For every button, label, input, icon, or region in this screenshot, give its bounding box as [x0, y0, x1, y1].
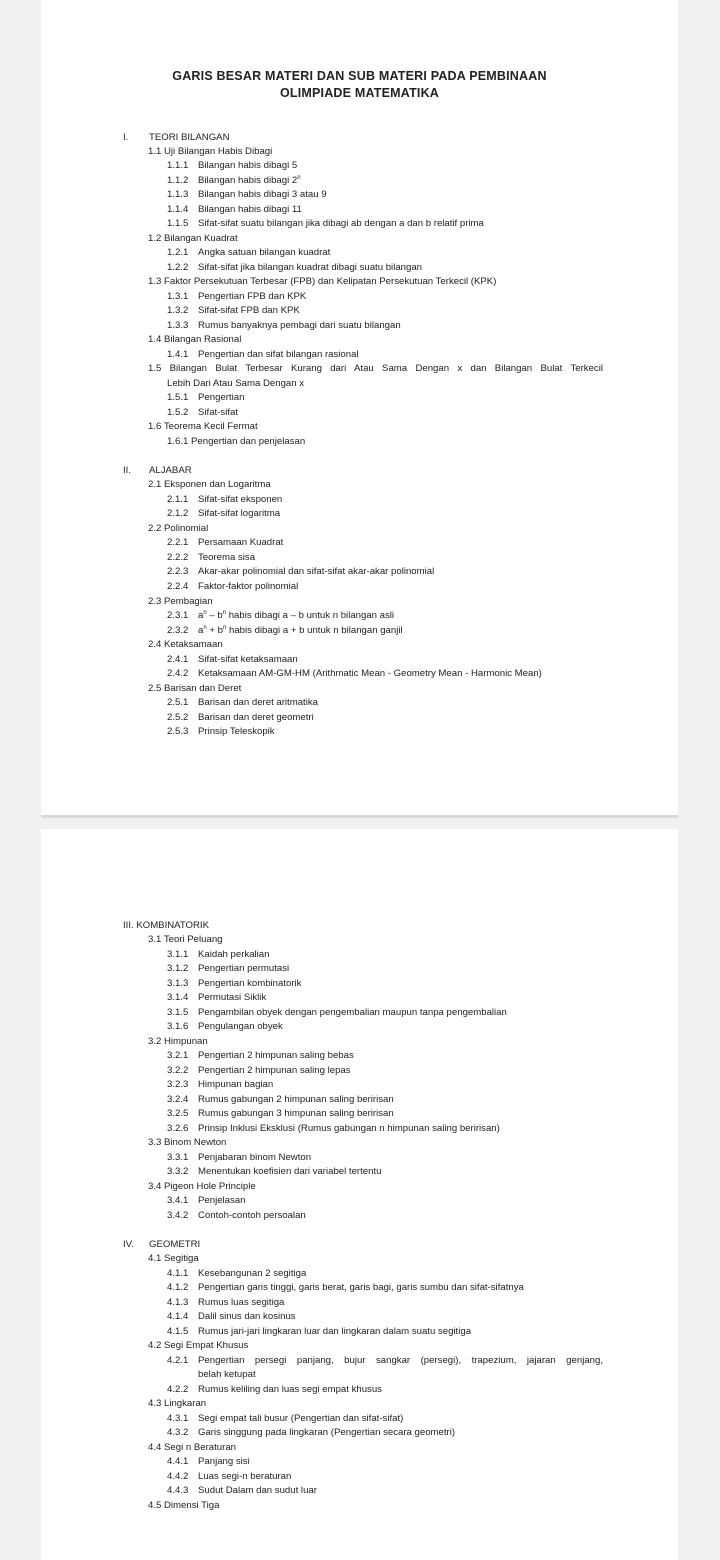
section-4-1: 4.1 Segitiga: [148, 1253, 199, 1264]
item-4-4-2: 4.4.2 Luas segi-n beraturan: [167, 1471, 292, 1482]
item-2-4-2: 2.4.2 Ketaksamaan AM-GM-HM (Arithmatic Mean - Geometry Mean - Harmonic Mean): [167, 668, 542, 679]
chapter-2-heading: II. ALJABAR: [123, 465, 192, 476]
item-1-1-3: 1.1.3 Bilangan habis dibagi 3 atau 9: [167, 189, 327, 200]
item-2-2-3: 2.2.3 Akar-akar polinomial dan sifat-sifat akar-akar polinomial: [167, 566, 435, 577]
chapter-4-heading: IV. GEOMETRI: [123, 1239, 201, 1250]
item-4-1-5: 4.1.5 Rumus jari-jari lingkaran luar dan lingkaran dalam suatu segitiga: [167, 1326, 472, 1337]
item-3-3-2: 3.3.2 Menentukan koefisien dari variabel tertentu: [167, 1166, 382, 1177]
item-3-4-1: 3.4.1 Penjelasan: [167, 1195, 246, 1206]
item-2-3-2: 2.3.2 $a^n + b^n$ habis dibagi a + b untuk n bilangan ganjil: [167, 625, 403, 636]
item-3-1-4: 3.1.4 Permutasi Siklik: [167, 992, 267, 1003]
item-2-3-1: 2.3.1 $a^n - b^n$ habis dibagi a – b untuk n bilangan asli: [167, 610, 395, 621]
section-1-3: 1.3 Faktor Persekutuan Terbesar (FPB) dan Kelipatan Persekutuan Terkecil (KPK): [148, 276, 497, 287]
item-1-3-3: 1.3.3 Rumus banyaknya pembagi dari suatu bilangan: [167, 320, 401, 331]
item-1-1-4: 1.1.4 Bilangan habis dibagi 11: [167, 204, 302, 215]
item-4-2-1: 4.2.1 Pengertian persegi panjang, bujur sangkar (persegi), trapezium, jajaran genjang,: [167, 1355, 603, 1366]
item-4-4-3: 4.4.3 Sudut Dalam dan sudut luar: [167, 1485, 317, 1496]
document-title: [41, 68, 678, 102]
item-1-6-1: 1.6.1 Pengertian dan penjelasan: [167, 436, 306, 447]
section-3-2: 3.2 Himpunan: [148, 1036, 208, 1047]
page-separator-shadow: [41, 815, 678, 818]
item-3-2-2: 3.2.2 Pengertian 2 himpunan saling lepas: [167, 1065, 351, 1076]
item-2-4-1: 2.4.1 Sifat-sifat ketaksamaan: [167, 654, 298, 665]
item-3-3-1: 3.3.1 Penjabaran binom Newton: [167, 1152, 312, 1163]
item-1-2-1: 1.2.1 Angka satuan bilangan kuadrat: [167, 247, 331, 258]
section-4-2: 4.2 Segi Empat Khusus: [148, 1340, 249, 1351]
section-1-4: 1.4 Bilangan Rasional: [148, 334, 242, 345]
section-4-5: 4.5 Dimensi Tiga: [148, 1500, 220, 1511]
section-1-6: 1.6 Teorema Kecil Fermat: [148, 421, 258, 432]
section-4-4: 4.4 Segi n Beraturan: [148, 1442, 237, 1453]
item-2-5-2: 2.5.2 Barisan dan deret geometri: [167, 712, 314, 723]
item-2-2-2: 2.2.2 Teorema sisa: [167, 552, 256, 563]
title-line-2: OLIMPIADE MATEMATIKA: [279, 86, 440, 100]
item-3-2-1: 3.2.1 Pengertian 2 himpunan saling bebas: [167, 1050, 354, 1061]
item-3-1-2: 3.1.2 Pengertian permutasi: [167, 963, 290, 974]
item-3-2-6: 3.2.6 Prinsip Inklusi Eksklusi (Rumus gabungan n himpunan saling beririsan): [167, 1123, 500, 1134]
section-2-5: 2.5 Barisan dan Deret: [148, 683, 242, 694]
section-4-3: 4.3 Lingkaran: [148, 1398, 207, 1409]
item-1-1-2: 1.1.2 Bilangan habis dibagi 2$^n$: [167, 175, 301, 186]
section-2-4: 2.4 Ketaksamaan: [148, 639, 223, 650]
item-1-3-2: 1.3.2 Sifat-sifat FPB dan KPK: [167, 305, 300, 316]
section-1-5-continued: Lebih Dari Atau Sama Dengan x: [167, 378, 305, 389]
section-3-4: 3.4 Pigeon Hole Principle: [148, 1181, 256, 1192]
section-1-1: 1.1 Uji Bilangan Habis Dibagi: [148, 146, 273, 157]
item-2-2-4: 2.2.4 Faktor-faktor polinomial: [167, 581, 299, 592]
document-page-2: [41, 829, 678, 1560]
item-1-1-1: 1.1.1 Bilangan habis dibagi 5: [167, 160, 298, 171]
item-1-2-2: 1.2.2 Sifat-sifat jika bilangan kuadrat dibagi suatu bilangan: [167, 262, 423, 273]
item-1-4-1: 1.4.1 Pengertian dan sifat bilangan rasional: [167, 349, 359, 360]
item-2-1-2: 2.1.2 Sifat-sifat logaritma: [167, 508, 281, 519]
item-4-2-2: 4.2.2 Rumus keliling dan luas segi empat khusus: [167, 1384, 382, 1395]
item-3-1-5: 3.1.5 Pengambilan obyek dengan pengembalian maupun tanpa pengembalian: [167, 1007, 507, 1018]
item-2-5-1: 2.5.1 Barisan dan deret aritmatika: [167, 697, 318, 708]
item-4-2-1-continued: belah ketupat: [198, 1369, 256, 1380]
item-4-1-4: 4.1.4 Dalil sinus dan kosinus: [167, 1311, 296, 1322]
section-2-2: 2.2 Polinomial: [148, 523, 209, 534]
chapter-1-heading: I. TEORI BILANGAN: [123, 132, 230, 143]
item-1-3-1: 1.3.1 Pengertian FPB dan KPK: [167, 291, 307, 302]
title-line-1: GARIS BESAR MATERI DAN SUB MATERI PADA PEMBINAAN: [172, 69, 547, 83]
item-1-5-2: 1.5.2 Sifat-sifat: [167, 407, 238, 418]
item-2-2-1: 2.2.1 Persamaan Kuadrat: [167, 537, 284, 548]
item-2-1-1: 2.1.1 Sifat-sifat eksponen: [167, 494, 283, 505]
item-4-1-3: 4.1.3 Rumus luas segitiga: [167, 1297, 285, 1308]
item-4-1-1: 4.1.1 Kesebangunan 2 segitiga: [167, 1268, 307, 1279]
item-4-3-2: 4.3.2 Garis singgung pada lingkaran (Pengertian secara geometri): [167, 1427, 456, 1438]
section-2-3: 2.3 Pembagian: [148, 596, 213, 607]
item-3-2-5: 3.2.5 Rumus gabungan 3 himpunan saling beririsan: [167, 1108, 394, 1119]
item-3-1-1: 3.1.1 Kaidah perkalian: [167, 949, 270, 960]
item-3-2-3: 3.2.3 Himpunan bagian: [167, 1079, 274, 1090]
item-4-1-2: 4.1.2 Pengertian garis tinggi, garis berat, garis bagi, garis sumbu dan sifat-sifatnya: [167, 1282, 524, 1293]
section-3-3: 3.3 Binom Newton: [148, 1137, 227, 1148]
section-2-1: 2.1 Eksponen dan Logaritma: [148, 479, 271, 490]
item-4-4-1: 4.4.1 Panjang sisi: [167, 1456, 250, 1467]
document-page-1: [41, 0, 678, 815]
chapter-3-heading: III. KOMBINATORIK: [123, 920, 210, 931]
section-1-2: 1.2 Bilangan Kuadrat: [148, 233, 238, 244]
section-3-1: 3.1 Teori Peluang: [148, 934, 223, 945]
item-3-2-4: 3.2.4 Rumus gabungan 2 himpunan saling beririsan: [167, 1094, 394, 1105]
item-1-1-5: 1.1.5 Sifat-sifat suatu bilangan jika dibagi ab dengan a dan b relatif prima: [167, 218, 484, 229]
item-4-3-1: 4.3.1 Segi empat tali busur (Pengertian dan sifat-sifat): [167, 1413, 404, 1424]
item-3-1-6: 3.1.6 Pengulangan obyek: [167, 1021, 283, 1032]
item-1-5-1: 1.5.1 Pengertian: [167, 392, 245, 403]
item-3-4-2: 3.4.2 Contoh-contoh persoalan: [167, 1210, 306, 1221]
section-1-5: 1.5 Bilangan Bulat Terbesar Kurang dari Atau Sama Dengan x dan Bilangan Bulat Terkecil: [148, 363, 603, 374]
item-3-1-3: 3.1.3 Pengertian kombinatorik: [167, 978, 302, 989]
item-2-5-3: 2.5.3 Prinsip Teleskopik: [167, 726, 275, 737]
